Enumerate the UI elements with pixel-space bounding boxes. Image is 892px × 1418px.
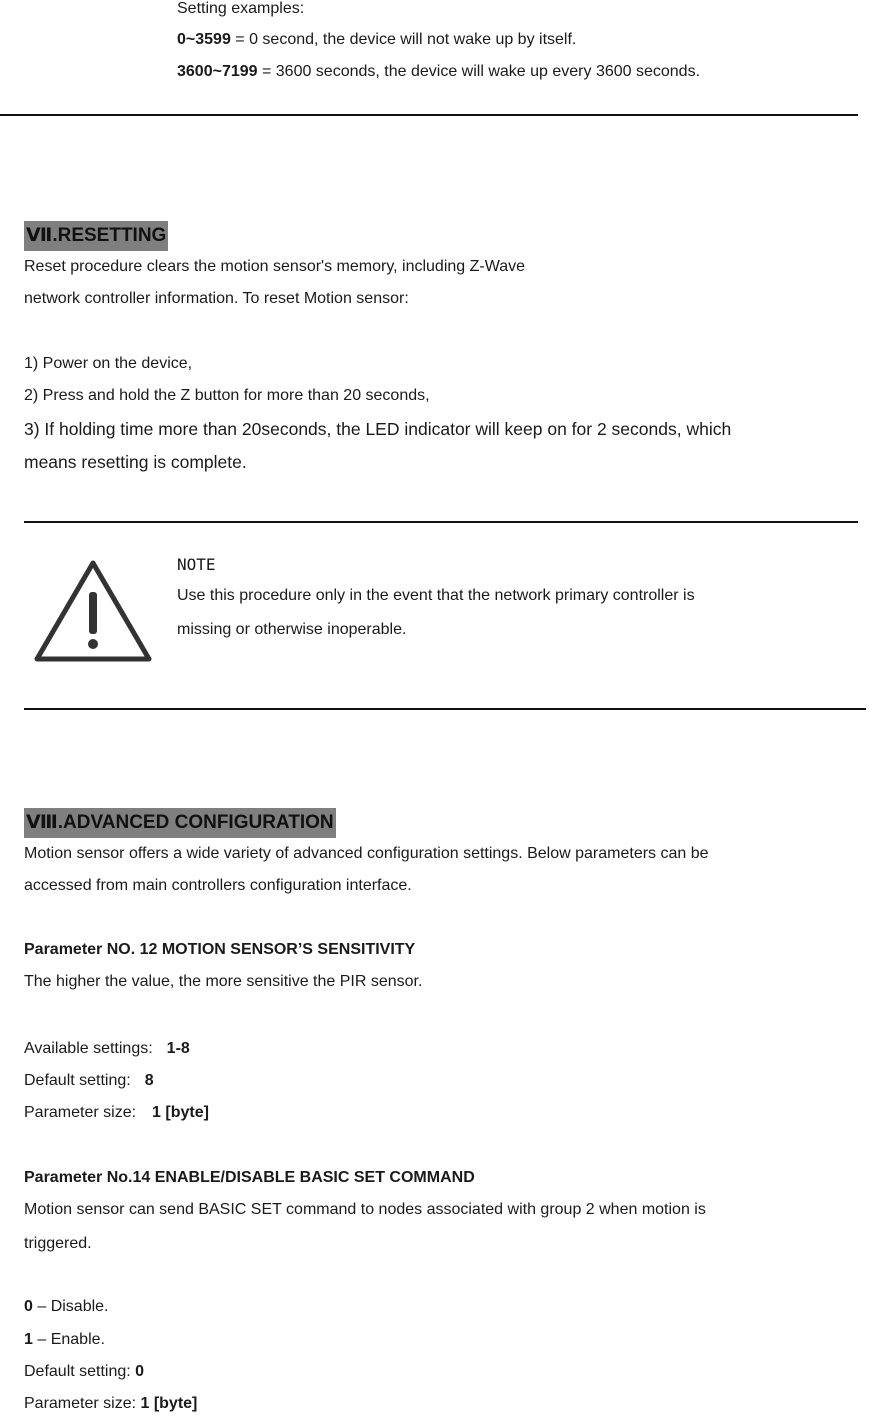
parameter-14-default xyxy=(24,1363,144,1381)
example-2-text: = 3600 seconds, the device will wake up every 3600 seconds. xyxy=(257,63,701,80)
parameter-14-option-0 xyxy=(24,1298,109,1316)
example-1-text: = 0 second, the device will not wake up by itself. xyxy=(230,31,577,48)
option-1-text: – Enable. xyxy=(32,1331,105,1348)
available-settings-label: Available settings: xyxy=(24,1040,153,1057)
reset-step-3-line-2: means resetting is complete. xyxy=(24,452,247,472)
note-text-line-2: missing or otherwise inoperable. xyxy=(177,621,407,638)
note-divider-top xyxy=(24,521,858,523)
example-2-value: 3600~7199 xyxy=(177,63,258,80)
parameter-14-title: Parameter No.14 ENABLE/DISABLE BASIC SET COMMAND xyxy=(24,1169,475,1186)
option-0-text: – Disable. xyxy=(32,1298,109,1315)
parameter-size-label: Parameter size: xyxy=(24,1104,137,1121)
section-heading-resetting: Ⅶ.RESETTING xyxy=(24,221,168,251)
resetting-intro-line-2: network controller information. To reset Motion sensor: xyxy=(24,290,409,307)
parameter-12-size xyxy=(24,1104,209,1122)
p14-default-value: 0 xyxy=(135,1363,145,1380)
parameter-14-option-1 xyxy=(24,1331,105,1349)
parameter-14-size xyxy=(24,1395,197,1413)
available-settings-value: 1-8 xyxy=(166,1040,190,1057)
p14-default-label: Default setting: xyxy=(24,1363,136,1380)
parameter-12-description: The higher the value, the more sensitive the PIR sensor. xyxy=(24,973,423,990)
p14-size-value: 1 [byte] xyxy=(140,1395,198,1412)
resetting-intro-line-1: Reset procedure clears the motion sensor's memory, including Z-Wave xyxy=(24,258,526,275)
note-divider-bottom xyxy=(24,708,866,710)
default-setting-value: 8 xyxy=(144,1072,154,1089)
parameter-size-value: 1 [byte] xyxy=(152,1104,209,1121)
divider-top xyxy=(0,114,858,116)
reset-step-1: 1) Power on the device, xyxy=(24,355,193,372)
setting-example-2 xyxy=(177,63,700,81)
warning-triangle-icon xyxy=(32,558,154,664)
default-setting-label: Default setting: xyxy=(24,1072,131,1089)
parameter-12-title: Parameter NO. 12 MOTION SENSOR’S SENSITIVITY xyxy=(24,941,416,958)
advanced-intro-line-2: accessed from main controllers configuration interface. xyxy=(24,877,412,894)
option-1-value: 1 xyxy=(24,1331,33,1348)
note-text-line-1: Use this procedure only in the event that the network primary controller is xyxy=(177,587,695,604)
setting-example-1 xyxy=(177,31,576,49)
option-0-value: 0 xyxy=(24,1298,33,1315)
parameter-12-default xyxy=(24,1072,154,1090)
section-heading-advanced-configuration: Ⅷ.ADVANCED CONFIGURATION xyxy=(24,808,336,838)
note-title: NOTE xyxy=(177,555,216,574)
parameter-12-available xyxy=(24,1040,190,1058)
example-1-value: 0~3599 xyxy=(177,31,231,48)
p14-size-label: Parameter size: xyxy=(24,1395,141,1412)
setting-examples-heading: Setting examples: xyxy=(177,0,305,17)
reset-step-3-line-1: 3) If holding time more than 20seconds, the LED indicator will keep on for 2 seconds, which xyxy=(24,419,732,439)
parameter-14-description-line-2: triggered. xyxy=(24,1235,92,1252)
reset-step-2: 2) Press and hold the Z button for more than 20 seconds, xyxy=(24,387,430,404)
advanced-intro-line-1: Motion sensor offers a wide variety of advanced configuration settings. Below parameters can be xyxy=(24,845,709,862)
parameter-14-description-line-1: Motion sensor can send BASIC SET command to nodes associated with group 2 when motion is xyxy=(24,1201,706,1218)
